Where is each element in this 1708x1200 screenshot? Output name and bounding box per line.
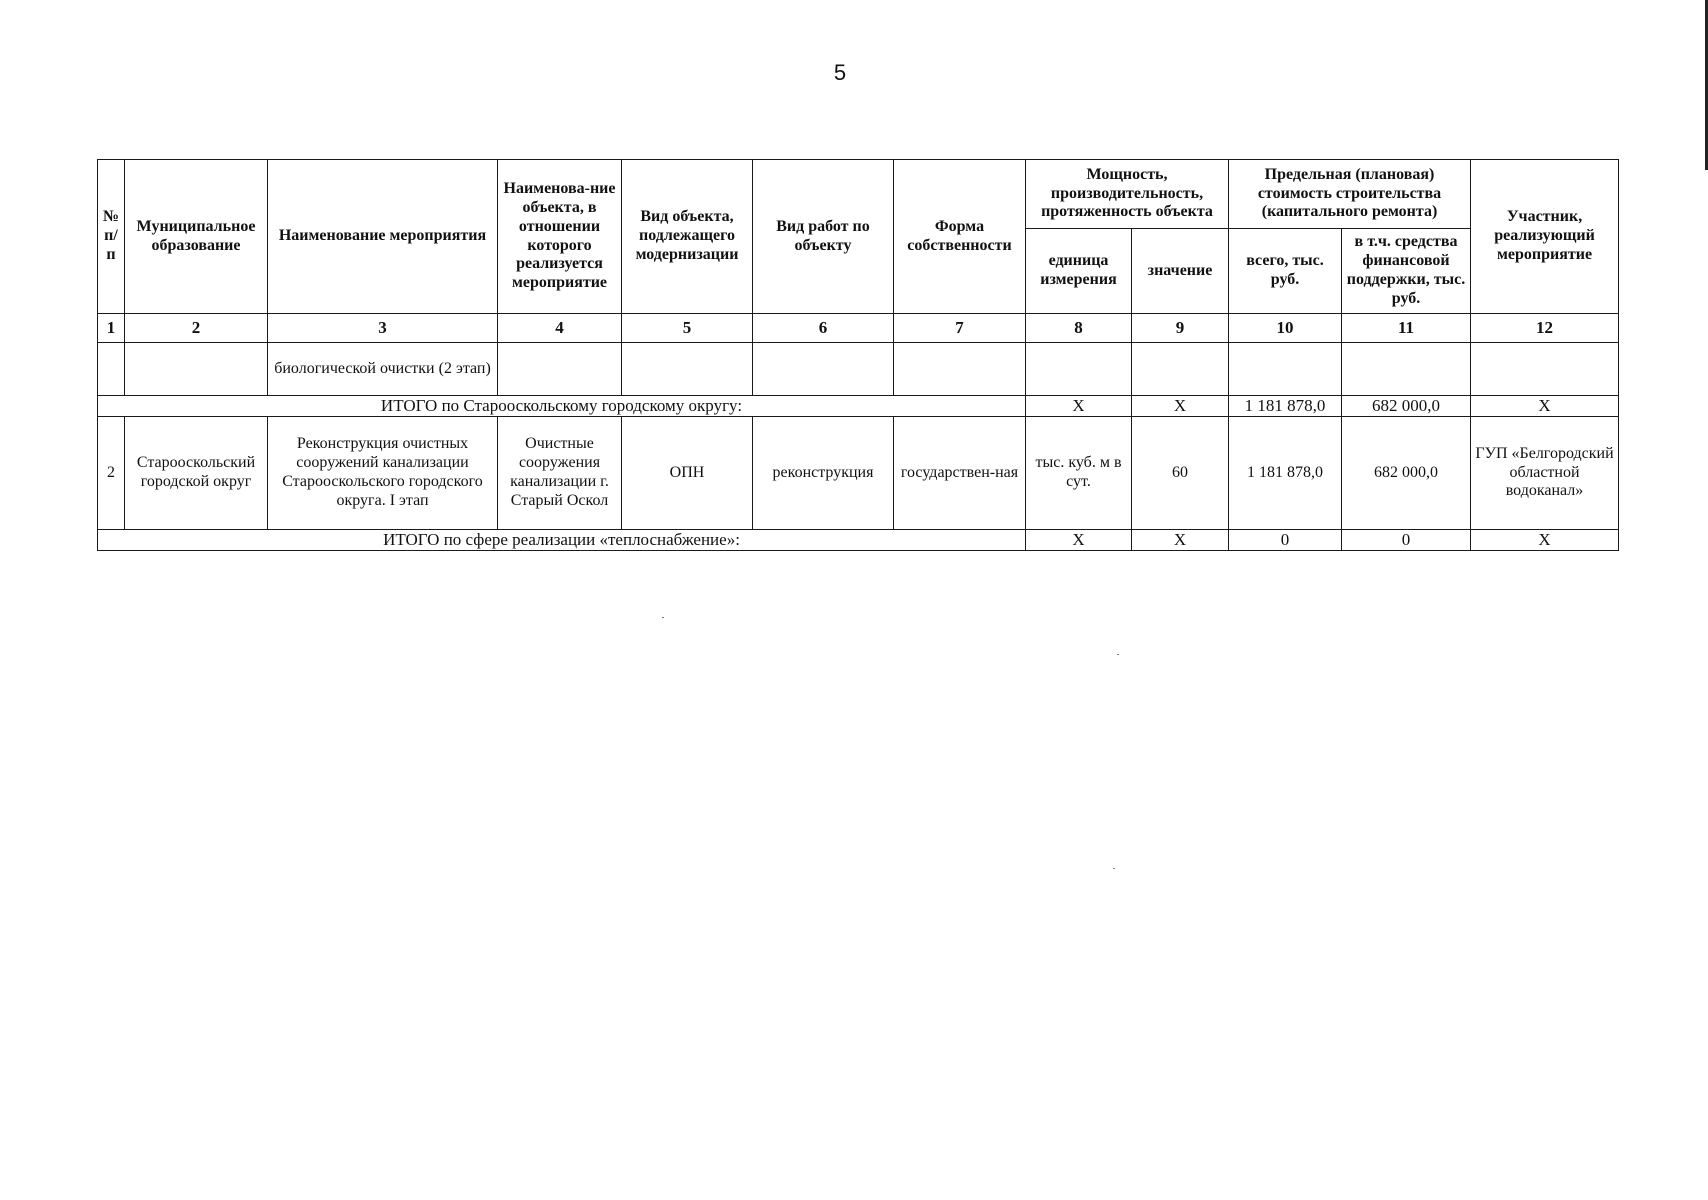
continuation-event-name: биологической очистки (2 этап) [268, 343, 498, 396]
total-participant: Х [1471, 530, 1619, 551]
table-cell [1342, 343, 1471, 396]
scan-speck [662, 617, 664, 618]
column-number: 4 [498, 314, 622, 343]
total-cost: 0 [1229, 530, 1342, 551]
total-unit: Х [1026, 530, 1132, 551]
total-cost: 1 181 878,0 [1229, 396, 1342, 417]
header-municipality: Муниципальное образование [125, 160, 268, 314]
table-row [98, 417, 1619, 530]
header-event-name: Наименование мероприятия [268, 160, 498, 314]
table-cell [498, 343, 622, 396]
column-number: 5 [622, 314, 753, 343]
row-number: 2 [98, 417, 125, 530]
column-number: 6 [753, 314, 894, 343]
header-object-type: Вид объекта, подлежащего модернизации [622, 160, 753, 314]
header-object-name: Наименова-ние объекта, в отношении которого реализуется мероприятие [498, 160, 622, 314]
row-capacity-unit: тыс. куб. м в сут. [1026, 417, 1132, 530]
total-value: Х [1132, 396, 1229, 417]
column-number: 7 [894, 314, 1026, 343]
header-ownership: Форма собственности [894, 160, 1026, 314]
column-numbers-row [98, 314, 1619, 343]
column-number: 3 [268, 314, 498, 343]
total-row-sphere [98, 530, 1619, 551]
total-label: ИТОГО по сфере реализации «теплоснабжение»: [98, 530, 1026, 551]
column-number: 12 [1471, 314, 1619, 343]
header-capacity-value: значение [1132, 229, 1229, 314]
header-num: № п/п [98, 160, 125, 314]
page-number: 5 [833, 60, 847, 85]
table-cell [622, 343, 753, 396]
row-event-name: Реконструкция очистных сооружений канализации Старооскольского городского округа. I этап [268, 417, 498, 530]
header-work-type: Вид работ по объекту [753, 160, 894, 314]
table-cell [894, 343, 1026, 396]
table-cell [125, 343, 268, 396]
row-object-type: ОПН [622, 417, 753, 530]
header-cost-support: в т.ч. средства финансовой поддержки, тыс. руб. [1342, 229, 1471, 314]
total-value: Х [1132, 530, 1229, 551]
total-row-district [98, 396, 1619, 417]
header-row-main [98, 160, 1619, 229]
table-cell [1471, 343, 1619, 396]
column-number: 8 [1026, 314, 1132, 343]
total-label: ИТОГО по Старооскольскому городскому округу: [98, 396, 1026, 417]
row-participant: ГУП «Белгородский областной водоканал» [1471, 417, 1619, 530]
table-cell [98, 343, 125, 396]
row-cost-total: 1 181 878,0 [1229, 417, 1342, 530]
table-cell [1026, 343, 1132, 396]
row-ownership: государствен-ная [894, 417, 1026, 530]
investment-table [97, 159, 1619, 551]
header-participant: Участник, реализующий мероприятие [1471, 160, 1619, 314]
table-cell [753, 343, 894, 396]
column-number: 10 [1229, 314, 1342, 343]
total-support: 0 [1342, 530, 1471, 551]
column-number: 11 [1342, 314, 1471, 343]
header-cost-group: Предельная (плановая) стоимость строительства (капитального ремонта) [1229, 160, 1471, 229]
column-number: 2 [125, 314, 268, 343]
header-capacity-unit: единица измерения [1026, 229, 1132, 314]
column-number: 1 [98, 314, 125, 343]
table-cell [1132, 343, 1229, 396]
continuation-row [98, 343, 1619, 396]
header-capacity-group: Мощность, производительность, протяженность объекта [1026, 160, 1229, 229]
total-support: 682 000,0 [1342, 396, 1471, 417]
column-number: 9 [1132, 314, 1229, 343]
row-capacity-value: 60 [1132, 417, 1229, 530]
scan-speck [1113, 868, 1115, 869]
row-cost-support: 682 000,0 [1342, 417, 1471, 530]
scan-speck [1117, 654, 1119, 655]
row-municipality: Старооскольский городской округ [125, 417, 268, 530]
row-work-type: реконструкция [753, 417, 894, 530]
total-unit: Х [1026, 396, 1132, 417]
header-cost-total: всего, тыс. руб. [1229, 229, 1342, 314]
row-object-name: Очистные сооружения канализации г. Старый Оскол [498, 417, 622, 530]
total-participant: Х [1471, 396, 1619, 417]
table-cell [1229, 343, 1342, 396]
